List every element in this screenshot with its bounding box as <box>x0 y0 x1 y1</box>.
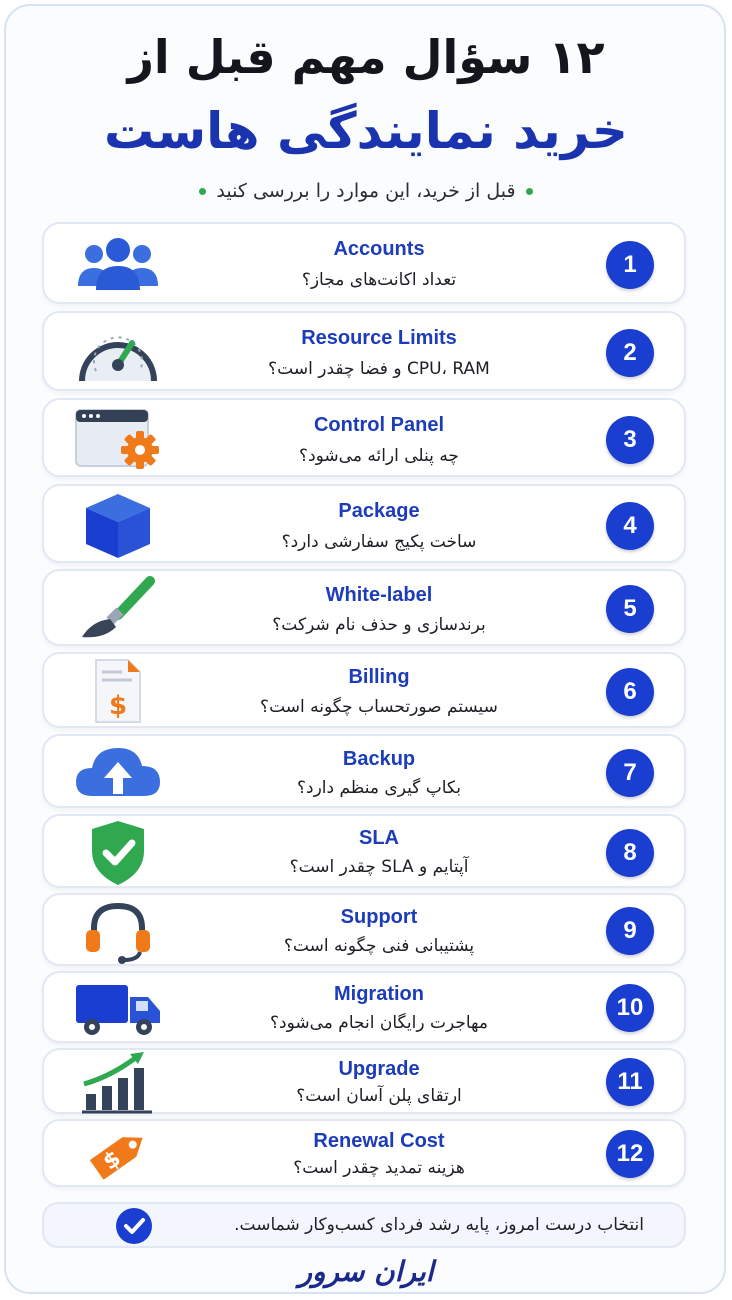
price-tag-icon <box>72 1121 164 1187</box>
card-question-fa: ارتقای پلن آسان است؟ <box>296 1086 462 1106</box>
number-badge: 3 <box>606 416 654 464</box>
truck-icon <box>72 975 164 1041</box>
card-question-fa: هزینه تمدید چقدر است؟ <box>293 1158 465 1178</box>
card-question-fa: ساخت پکیج سفارشی دارد؟ <box>281 532 477 552</box>
question-card-package <box>42 484 686 563</box>
number-badge: 11 <box>606 1058 654 1106</box>
card-title-en: Package <box>338 500 420 522</box>
users-icon <box>72 232 164 298</box>
number-badge: 5 <box>606 585 654 633</box>
card-question-fa: برندسازی و حذف نام شرکت؟ <box>272 615 486 635</box>
number-badge: 2 <box>606 329 654 377</box>
question-card-backup <box>42 734 686 808</box>
card-question-fa: سیستم صورتحساب چگونه است؟ <box>260 697 498 717</box>
browser-gear-icon <box>72 406 164 472</box>
svg-text:$: $ <box>108 691 128 721</box>
check-circle-icon <box>116 1208 152 1244</box>
subtitle <box>0 180 732 202</box>
card-title-en: Resource Limits <box>301 327 457 349</box>
footer-text: انتخاب درست امروز، پایه رشد فردای کسب‌وکار شماست. <box>234 1215 644 1235</box>
speedometer-icon <box>72 319 164 385</box>
card-title-en: Migration <box>334 983 424 1005</box>
question-card-sla <box>42 814 686 888</box>
question-card-support <box>42 893 686 966</box>
brand-logo: ایران سرور <box>298 1255 434 1288</box>
page-title-line1: ۱۲ سؤال مهم قبل از <box>127 30 605 84</box>
card-title-en: SLA <box>359 827 399 849</box>
card-question-fa: بکاپ گیری منظم دارد؟ <box>296 778 461 798</box>
number-badge: 8 <box>606 829 654 877</box>
shield-check-icon <box>72 819 164 885</box>
question-card-billing <box>42 652 686 728</box>
card-question-fa: تعداد اکانت‌های مجاز؟ <box>301 270 457 290</box>
number-badge: 12 <box>606 1130 654 1178</box>
number-badge: 10 <box>606 984 654 1032</box>
number-badge: 6 <box>606 668 654 716</box>
card-title-en: Accounts <box>333 238 425 260</box>
number-badge: 4 <box>606 502 654 550</box>
card-title-en: Control Panel <box>313 414 444 436</box>
card-question-fa: چه پنلی ارائه می‌شود؟ <box>299 446 459 466</box>
question-card-white-label <box>42 569 686 646</box>
question-card-renewal-cost <box>42 1119 686 1187</box>
number-badge: 1 <box>606 241 654 289</box>
number-badge: 9 <box>606 907 654 955</box>
bullet-dot <box>199 188 206 195</box>
cloud-upload-icon <box>72 740 164 806</box>
page-title-line2: خرید نمایندگی هاست <box>104 102 628 160</box>
question-card-resource-limits <box>42 311 686 391</box>
card-question-fa: CPU، RAM و فضا چقدر است؟ <box>268 359 490 379</box>
question-card-upgrade <box>42 1048 686 1114</box>
question-card-accounts <box>42 222 686 304</box>
headset-icon <box>72 898 164 964</box>
bullet-dot <box>526 188 533 195</box>
number-badge: 7 <box>606 749 654 797</box>
card-title-en: Support <box>340 906 418 928</box>
card-title-en: Renewal Cost <box>313 1130 445 1152</box>
paintbrush-icon <box>72 575 164 641</box>
card-question-fa: مهاجرت رایگان انجام می‌شود؟ <box>270 1013 488 1033</box>
card-title-en: Backup <box>342 748 416 770</box>
question-card-control-panel <box>42 398 686 477</box>
box-icon <box>72 492 164 558</box>
invoice-icon <box>72 658 164 724</box>
card-question-fa: پشتیبانی فنی چگونه است؟ <box>283 936 475 956</box>
card-title-en: Billing <box>348 666 410 688</box>
growth-chart-icon <box>72 1050 164 1116</box>
card-title-en: Upgrade <box>338 1058 420 1080</box>
question-card-migration <box>42 971 686 1043</box>
svg-text:$: $ <box>98 1146 126 1176</box>
footer-banner <box>42 1202 686 1248</box>
subtitle-text: قبل از خرید، این موارد را بررسی کنید <box>216 180 516 202</box>
card-title-en: White-label <box>325 584 433 606</box>
card-question-fa: آپتایم و SLA چقدر است؟ <box>289 857 469 877</box>
